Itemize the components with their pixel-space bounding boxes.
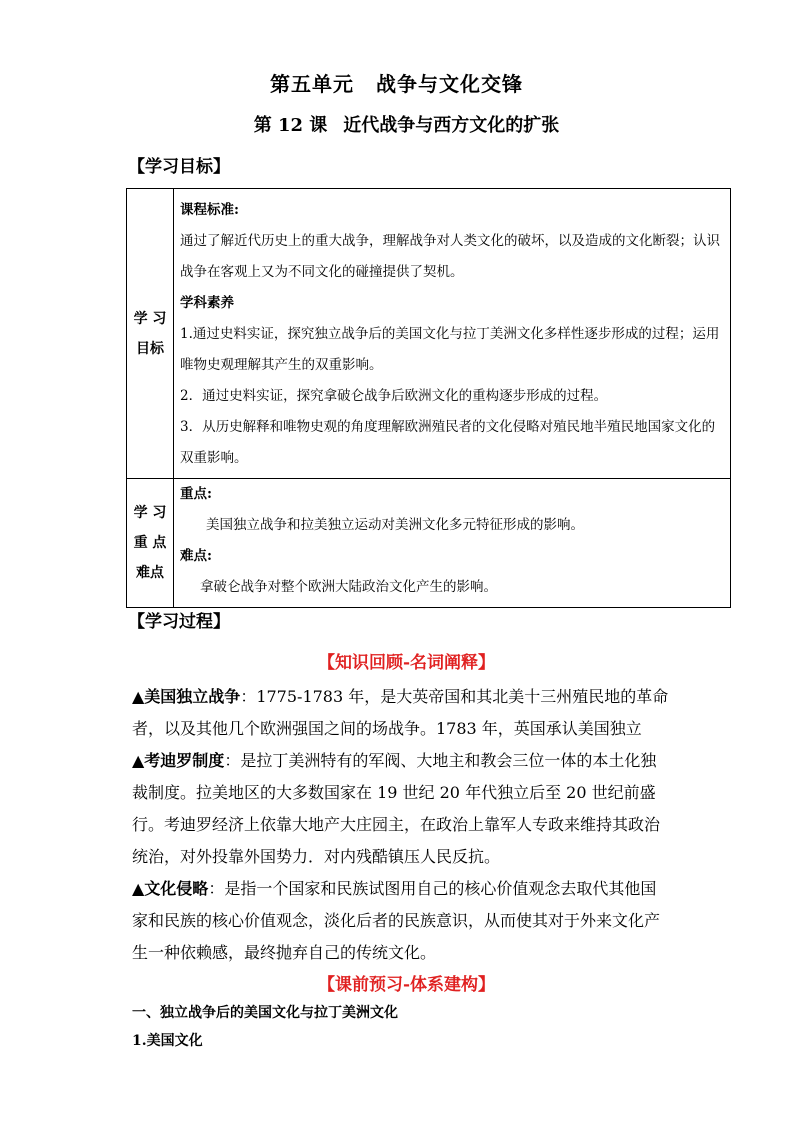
literacy-heading: 学科素养 xyxy=(180,295,234,311)
section-objectives-heading: 【学习目标】 xyxy=(128,157,230,177)
literacy-item-1: 1.通过史料实证，探究独立战争后的美国文化与拉丁美洲文化多样性逐步形成的过程；运用唯物史观理解其产生的双重影响。 xyxy=(180,326,720,373)
term-entry-cultural-invasion xyxy=(132,873,672,969)
term-title: ▲文化侵略 xyxy=(132,879,209,898)
curriculum-heading: 课程标准: xyxy=(180,202,239,218)
term-title: ▲美国独立战争 xyxy=(132,687,241,706)
curriculum-text: 通过了解近代历史上的重大战争，理解战争对人类文化的破坏，以及造成的文化断裂；认识战争在客观上又为不同文化的碰撞提供了契机。 xyxy=(180,233,720,280)
section-process-heading: 【学习过程】 xyxy=(128,612,230,632)
key-points-row xyxy=(127,479,731,608)
term-entry-independence-war xyxy=(132,681,672,745)
unit-number: 第五单元 xyxy=(270,72,354,96)
lesson-title xyxy=(0,111,793,137)
objectives-table xyxy=(126,188,731,608)
key-points-label-cell xyxy=(127,479,174,608)
term-definition: ：1775-1783 年，是大英帝国和其北美十三州殖民地的革命者，以及其他几个欧洲强国之间的场战争。1783 年，英国承认美国独立 xyxy=(132,687,669,738)
literacy-item-2: 2．通过史料实证，探究拿破仑战争后欧洲文化的重构逐步形成的过程。 xyxy=(180,388,608,404)
lesson-name: 近代战争与西方文化的扩张 xyxy=(343,115,560,136)
term-definition: ：是指一个国家和民族试图用自己的核心价值观念去取代其他国家和民族的核心价值观念，淡化后者的民族意识，从而使其对于外来文化产生一种依赖感，最终抛弃自己的传统文化。 xyxy=(132,879,661,962)
objectives-label-line2: 目标 xyxy=(136,340,164,357)
key-heading: 重点: xyxy=(180,486,212,502)
term-definition: ：是拉丁美洲特有的军阀、大地主和教会三位一体的本土化独裁制度。拉美地区的大多数国家在 19 世纪 20 年代独立后至 20 世纪前盛行。考迪罗经济上依靠大地产大庄园主，在政治上靠军人专政来维持其政治统治，对外投靠外国势力．对内残酷镇压人民反抗。 xyxy=(132,751,661,866)
preview-heading: 【课前预习-体系建构】 xyxy=(317,975,496,995)
terms-list xyxy=(132,681,672,969)
objectives-content-cell xyxy=(174,189,731,479)
objectives-label-cell xyxy=(127,189,174,479)
unit-name: 战争与文化交锋 xyxy=(376,72,523,96)
key-label-line3: 难点 xyxy=(136,565,164,581)
preview-section-heading: 一、独立战争后的美国文化与拉丁美洲文化 xyxy=(132,1005,398,1021)
objectives-row xyxy=(127,189,731,479)
key-points-content-cell xyxy=(174,479,731,608)
preview-subheading: 1.美国文化 xyxy=(132,1033,203,1049)
literacy-item-3: 3．从历史解释和唯物史观的角度理解欧洲殖民者的文化侵略对殖民地半殖民地国家文化的双重影响。 xyxy=(180,419,716,466)
lesson-number: 第 12 课 xyxy=(253,115,328,136)
key-text: 美国独立战争和拉美独立运动对美洲文化多元特征形成的影响。 xyxy=(206,517,584,533)
difficult-heading: 难点: xyxy=(180,548,212,564)
term-entry-caudillo xyxy=(132,745,672,873)
term-title: ▲考迪罗制度 xyxy=(132,751,225,770)
objectives-label-line1: 学 习 xyxy=(133,310,167,327)
key-label-line2: 重 点 xyxy=(133,535,167,551)
key-label-line1: 学 习 xyxy=(133,505,167,521)
difficult-text: 拿破仑战争对整个欧洲大陆政治文化产生的影响。 xyxy=(200,579,497,595)
unit-title xyxy=(0,68,793,97)
review-heading: 【知识回顾-名词阐释】 xyxy=(317,653,496,673)
